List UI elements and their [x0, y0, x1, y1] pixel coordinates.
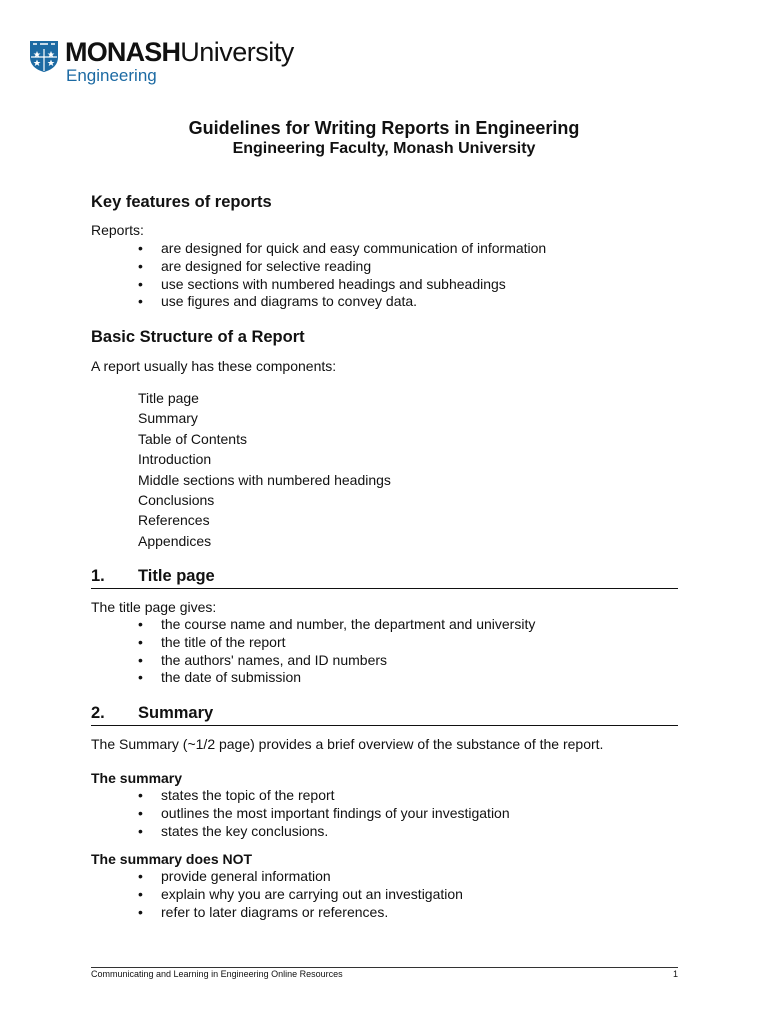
- list-item: Appendices: [138, 532, 212, 549]
- footer-text: Communicating and Learning in Engineering Online Resources: [91, 969, 343, 979]
- logo-monash: MONASH: [65, 37, 181, 67]
- monash-crest-icon: [29, 40, 59, 73]
- basic-structure-intro: A report usually has these components:: [91, 358, 337, 374]
- section-2-intro: The Summary (~1/2 page) provides a brief overview of the substance of the report.: [91, 736, 604, 752]
- list-item: Summary: [138, 410, 198, 427]
- list-item: References: [138, 512, 210, 529]
- summary-does-list: [138, 787, 510, 840]
- list-item: • are designed for quick and easy communication of information: [138, 240, 546, 258]
- list-item: Title page: [138, 390, 199, 406]
- summary-does-not-list: [138, 868, 463, 921]
- list-item: • the date of submission: [138, 669, 535, 687]
- section-1-title: Title page: [138, 567, 215, 585]
- section-1-heading: [91, 566, 678, 589]
- list-item: • are designed for selective reading: [138, 258, 546, 276]
- components-list: [138, 388, 391, 551]
- key-features-heading: Key features of reports: [91, 193, 272, 211]
- list-item: • use figures and diagrams to convey data.: [138, 293, 546, 311]
- section-2-number: 2.: [91, 704, 105, 722]
- footer-divider: [91, 967, 678, 968]
- list-item: • states the topic of the report: [138, 787, 510, 805]
- section-1-intro: The title page gives:: [91, 599, 217, 615]
- key-features-list: [138, 240, 546, 311]
- list-item: • outlines the most important findings of your investigation: [138, 805, 510, 823]
- section-1-number: 1.: [91, 567, 105, 585]
- summary-does-not-label: The summary does NOT: [91, 851, 253, 867]
- logo-faculty: Engineering: [66, 66, 157, 85]
- list-item: • explain why you are carrying out an investigation: [138, 886, 463, 904]
- summary-does-label: The summary: [91, 770, 183, 786]
- page-number: 1: [672, 969, 678, 979]
- logo-university: University: [180, 37, 294, 67]
- list-item: Introduction: [138, 451, 212, 468]
- list-item: • the course name and number, the department and university: [138, 616, 535, 634]
- list-item: Conclusions: [138, 492, 215, 509]
- document-subtitle: Engineering Faculty, Monash University: [232, 140, 536, 157]
- section-2-heading: [91, 703, 678, 726]
- list-item: • provide general information: [138, 868, 463, 886]
- list-item: • the title of the report: [138, 634, 535, 652]
- list-item: • use sections with numbered headings and subheadings: [138, 276, 546, 294]
- list-item: • the authors' names, and ID numbers: [138, 652, 535, 670]
- basic-structure-heading: Basic Structure of a Report: [91, 328, 305, 346]
- section-1-list: [138, 616, 535, 687]
- list-item: Table of Contents: [138, 430, 247, 447]
- list-item: Middle sections with numbered headings: [138, 471, 391, 488]
- list-item: • states the key conclusions.: [138, 823, 510, 841]
- key-features-intro: Reports:: [91, 222, 144, 238]
- logo-wordmark: [65, 37, 294, 67]
- document-title: Guidelines for Writing Reports in Engineering: [188, 118, 580, 138]
- section-2-title: Summary: [138, 704, 214, 722]
- list-item: • refer to later diagrams or references.: [138, 904, 463, 922]
